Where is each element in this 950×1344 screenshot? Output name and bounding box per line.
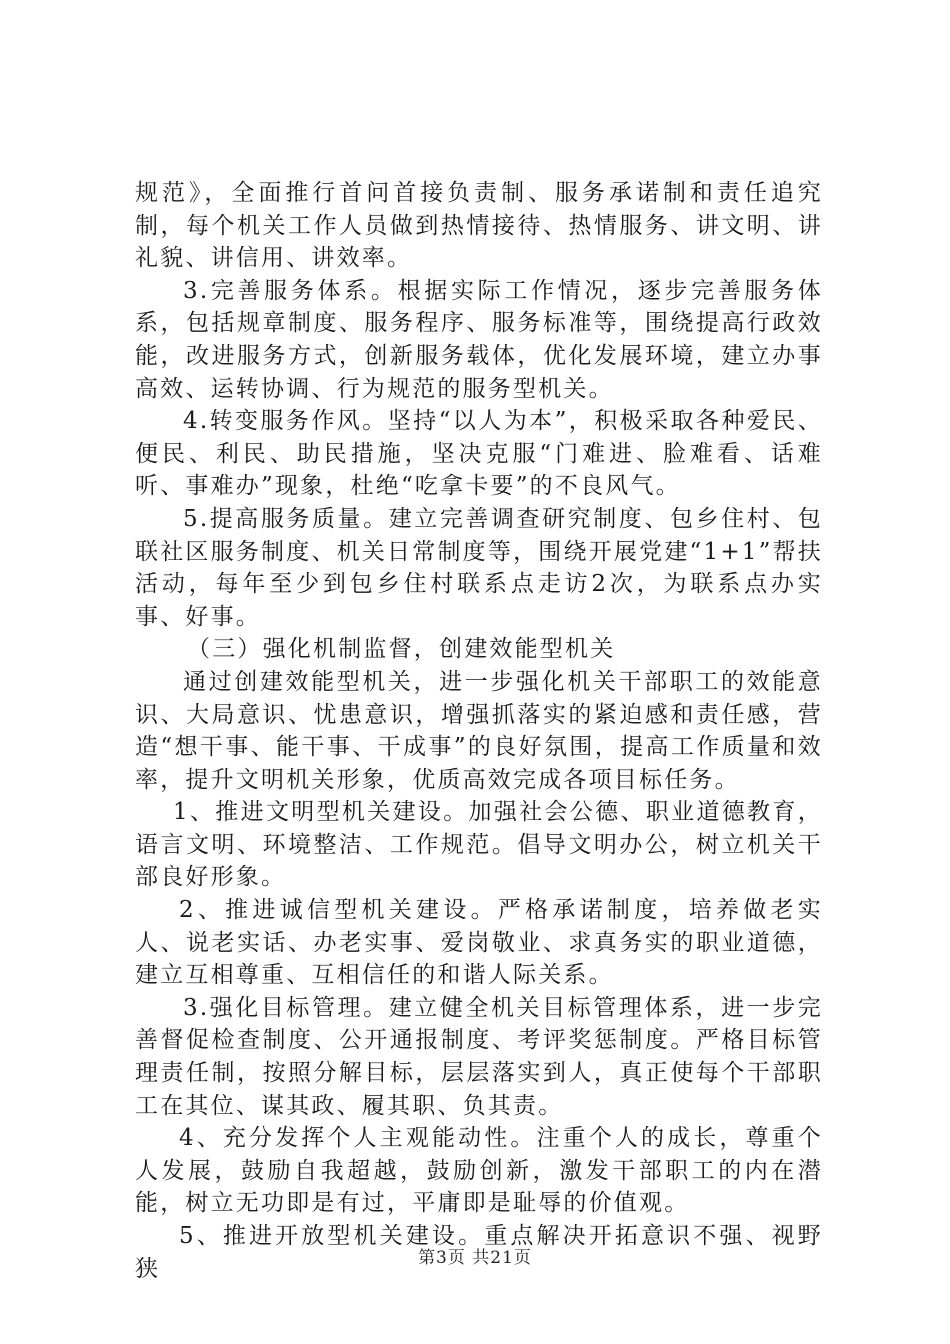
- paragraph-target-management: 3.强化目标管理。建立健全机关目标管理体系，进一步完善督促检查制度、公开通报制度、考评奖惩制度。严格目标管理责任制，按照分解目标，层层落实到人，真正使每个干部职工在其位、谋其政、履其职、负其责。: [135, 994, 823, 1119]
- paragraph-service-system: 3.完善服务体系。根据实际工作情况，逐步完善服务体系，包括规章制度、服务程序、服务标准等，围绕提高行政效能，改进服务方式，创新服务载体，优化发展环境，建立办事高效、运转协调、行为规范的服务型机关。: [135, 277, 823, 402]
- document-body: [135, 177, 823, 1285]
- paragraph-service-style: 4.转变服务作风。坚持“以人为本”，积极采取各种爱民、便民、利民、助民措施，坚决克服“门难进、脸难看、话难听、事难办”现象，杜绝“吃拿卡要”的不良风气。: [135, 408, 823, 500]
- page-number-footer: 第3页 共21页: [418, 1248, 532, 1268]
- paragraph-service-quality: 5.提高服务质量。建立完善调查研究制度、包乡住村、包联社区服务制度、机关日常制度等，围绕开展党建“1+1”帮扶活动，每年至少到包乡住村联系点走访2次，为联系点办实事、好事。: [135, 505, 823, 630]
- paragraph-open-organ: 5、推进开放型机关建设。重点解决开拓意识不强、视野狭: [135, 1223, 823, 1282]
- paragraph-efficiency-intro: 通过创建效能型机关，进一步强化机关干部职工的效能意识、大局意识、忧患意识，增强抓落实的紧迫感和责任感，营造“想干事、能干事、干成事”的良好氛围，提高工作质量和效率，提升文明机关形象，优质高效完成各项目标任务。: [135, 668, 823, 793]
- paragraph-personal-initiative: 4、充分发挥个人主观能动性。注重个人的成长，尊重个人发展，鼓励自我超越，鼓励创新，激发干部职工的内在潜能，树立无功即是有过，平庸即是耻辱的价值观。: [135, 1125, 823, 1217]
- section-heading: （三）强化机制监督，创建效能型机关: [187, 636, 616, 663]
- paragraph-continuation: 规范》，全面推行首问首接负责制、服务承诺制和责任追究制，每个机关工作人员做到热情接待、热情服务、讲文明、讲礼貌、讲信用、讲效率。: [135, 180, 823, 272]
- paragraph-civilized-organ: 1、推进文明型机关建设。加强社会公德、职业道德教育，语言文明、环境整洁、工作规范。倡导文明办公，树立机关干部良好形象。: [135, 799, 823, 891]
- paragraph-integrity-organ: 2、推进诚信型机关建设。严格承诺制度，培养做老实人、说老实话、办老实事、爱岗敬业、求真务实的职业道德，建立互相尊重、互相信任的和谐人际关系。: [135, 897, 823, 989]
